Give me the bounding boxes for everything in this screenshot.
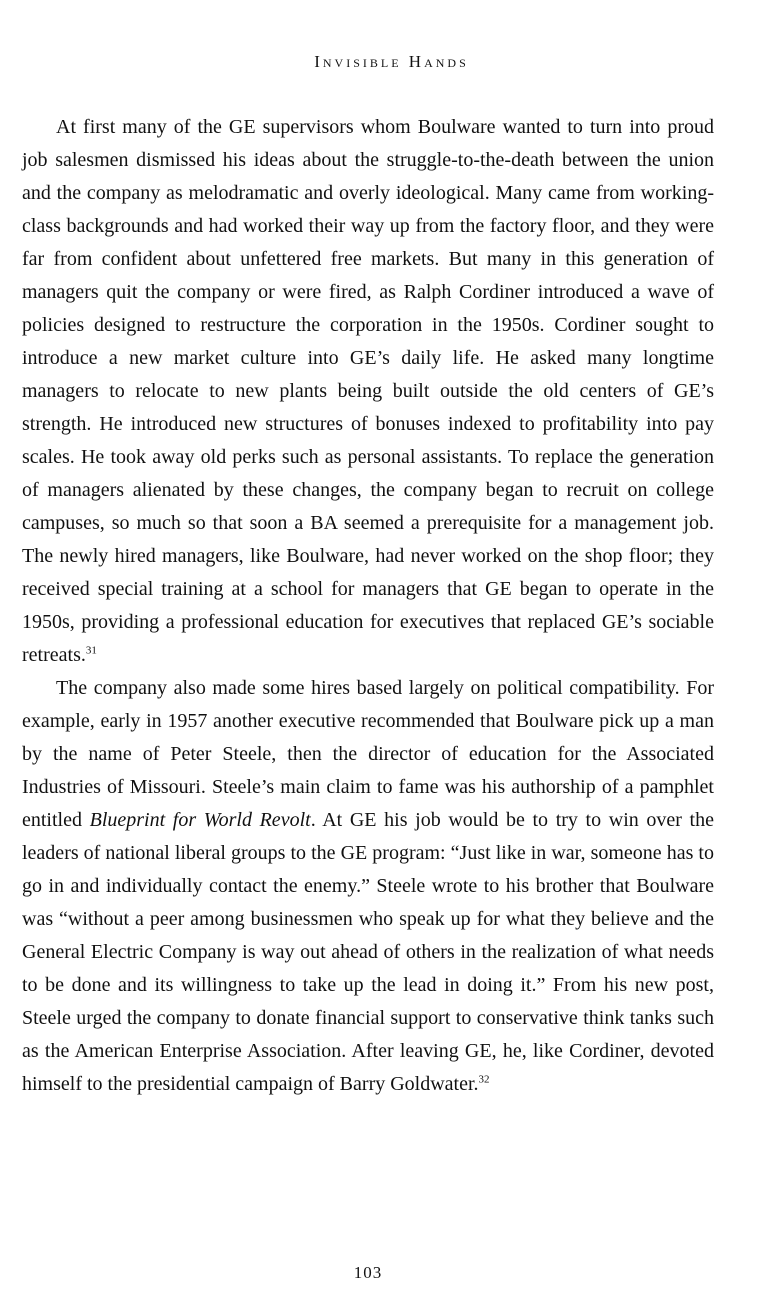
body-text — [22, 111, 714, 1101]
paragraph-2 — [22, 672, 714, 1101]
paragraph-1-text: At first many of the GE supervisors whom Boulware wanted to turn into proud job salesmen dismissed his ideas about the struggle-to-the-death between the union and the company as melodramatic and overly ideological. Many came from working-class backgrounds and had worked their way up from the factory floor, and they were far from confident about unfettered free markets. But many in this generation of managers quit the company or were fired, as Ralph Cordiner introduced a wave of policies designed to restructure the corporation in the 1950s. Cordiner sought to introduce a new market culture into GE’s daily life. He asked many longtime managers to relocate to new plants being built outside the old centers of GE’s strength. He introduced new structures of bonuses indexed to profitability into pay scales. He took away old perks such as personal assistants. To replace the generation of managers alienated by these changes, the company began to recruit on college campuses, so much so that soon a BA seemed a prerequisite for a management job. The newly hired managers, like Boulware, had never worked on the shop floor; they received special training at a school for managers that GE began to operate in the 1950s, providing a professional education for executives that replaced GE’s sociable retreats. — [22, 116, 714, 666]
page-number: 103 — [353, 1263, 383, 1282]
paragraph-2-text-a: The company also made some hires based largely on political compatibility. For example, early in 1957 another executive recommended that Boulware pick up a man by the name of Peter Steele, then the director of education for the Associated Industries of Missouri. Steele’s main claim to fame was his authorship of a pamphlet entitled — [22, 677, 714, 831]
pamphlet-title: Blueprint for World Revolt — [89, 809, 311, 831]
running-head: Invisible Hands — [314, 52, 469, 71]
footnote-ref-32: 32 — [478, 1073, 490, 1086]
paragraph-1 — [22, 111, 714, 672]
footnote-ref-31: 31 — [85, 644, 97, 657]
paragraph-2-text-b: . At GE his job would be to try to win over the leaders of national liberal groups to the GE program: “Just like in war, someone has to go in and individually contact the enemy.” Steele wrote to his brother that Boulware was “without a peer among businessmen who speak up for what they believe and the General Electric Company is way out ahead of others in the realization of what needs to be done and its willingness to take up the lead in doing it.” From his new post, Steele urged the company to donate financial support to conservative think tanks such as the American Enterprise Association. After leaving GE, he, like Cordiner, devoted himself to the presidential campaign of Barry Goldwater. — [22, 809, 714, 1095]
